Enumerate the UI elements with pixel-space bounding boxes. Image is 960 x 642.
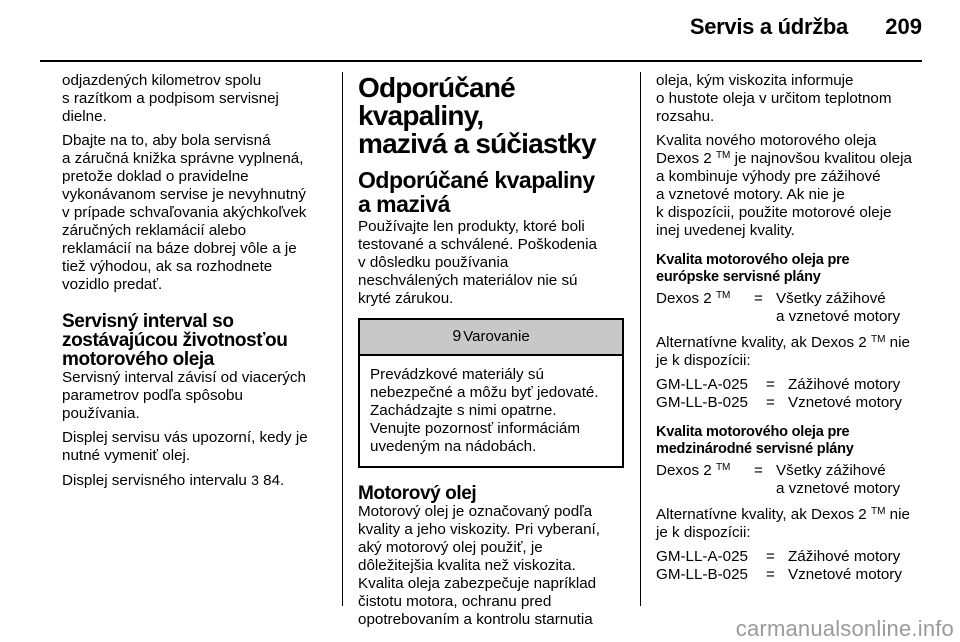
spec-table-eu-alt — [656, 376, 932, 412]
warning-triangle-icon: 9 — [452, 328, 462, 345]
oil-quality-heading-eu: Kvalita motorového oleja pre európske servisné plány — [656, 252, 850, 285]
spec-table-intl-dexos — [656, 462, 932, 498]
trademark: TM — [715, 150, 731, 161]
spec-row: GM-LL-A-025 = Zážihové motory — [656, 376, 901, 393]
paragraph: Dbajte na to, aby bola servisná a záručná knižka správne vyplnená, pretože doklad o pravidelne vykonávanom servise je nevyhnutný v prípade schvaľovania akýchkoľvek záručných reklamácií alebo reklamácií na báze dobrej vôle a je tiež výhodou, ak sa rozhodnete vozidlo predať. — [62, 132, 307, 293]
column-1 — [62, 72, 330, 496]
column-2 — [358, 72, 626, 635]
paragraph: oleja, kým viskozita informuje o hustote oleja v určitom teplotnom rozsahu. — [656, 72, 892, 125]
column-3 — [656, 72, 932, 592]
warning-box — [358, 318, 624, 468]
page-reference-icon: 3 — [251, 472, 259, 488]
paragraph: Displej servisného intervalu 3 84. — [62, 472, 285, 489]
spec-row: GM-LL-B-025 = Vznetové motory — [656, 566, 902, 583]
paragraph: Kvalita nového motorového oleja Dexos 2 ™ je najnovšou kvalitou oleja a kombinuje výhody pre zážihové a vznetové motory. Ak nie je k dispozícii, použite motorové oleje inej uvedenej kvality. — [656, 132, 912, 239]
spec-row: GM-LL-B-025 = Vznetové motory — [656, 394, 902, 411]
chapter-title: Odporúčané kvapaliny, mazivá a súčiastky — [358, 72, 596, 159]
header-rule — [40, 60, 922, 62]
oil-quality-heading-intl: Kvalita motorového oleja pre medzinárodné servisné plány — [656, 424, 854, 457]
subchapter-title: Odporúčané kvapaliny a mazivá — [358, 167, 595, 217]
warning-title: Varovanie — [463, 328, 530, 345]
warning-header — [360, 320, 622, 356]
page-header — [0, 0, 960, 62]
watermark: carmanualsonline.info — [735, 616, 954, 641]
column-divider-2 — [640, 72, 641, 606]
warning-body: Prevádzkové materiály sú nebezpečné a môžu byť jedovaté. Zachádzajte s nimi opatrne. Venujte pozornosť informáciám uvedeným na nádobách. — [370, 366, 599, 455]
section-heading: Motorový olej — [358, 483, 477, 504]
spec-row: Dexos 2 ™ = Všetky zážihové a vznetové motory — [656, 462, 901, 497]
paragraph: Používajte len produkty, ktoré boli testované a schválené. Poškodenia v dôsledku používania neschválených materiálov nie sú kryté zárukou. — [358, 218, 597, 307]
paragraph: odjazdených kilometrov spolu s razítkom a podpisom servisnej dielne. — [62, 72, 279, 125]
spec-table-eu-dexos — [656, 290, 932, 326]
column-divider-1 — [342, 72, 343, 606]
page-number: 209 — [885, 14, 922, 39]
spec-row: Dexos 2 ™ = Všetky zážihové a vznetové motory — [656, 290, 901, 325]
paragraph: Alternatívne kvality, ak Dexos 2 ™ nie je k dispozícii: — [656, 334, 910, 369]
page-reference-link[interactable]: 84. — [263, 472, 285, 489]
spec-row: GM-LL-A-025 = Zážihové motory — [656, 548, 901, 565]
paragraph: Servisný interval závisí od viacerých parametrov podľa spôsobu používania. — [62, 369, 306, 422]
section-title: Servis a údržba — [689, 14, 848, 39]
paragraph: Alternatívne kvality, ak Dexos 2 ™ nie je k dispozícii: — [656, 506, 910, 541]
section-heading: Servisný interval so zostávajúcou životnosťou motorového oleja — [62, 311, 288, 370]
paragraph: Displej servisu vás upozorní, kedy je nutné vymeniť olej. — [62, 429, 308, 464]
paragraph: Motorový olej je označovaný podľa kvality a jeho viskozity. Pri vyberaní, aký motorový olej použiť, je dôležitejšia kvalita než viskozita. Kvalita oleja zabezpečuje napríklad čistotu motora, ochranu pred opotrebovaním a kontrolu starnutia — [358, 503, 600, 628]
spec-table-intl-alt — [656, 548, 932, 584]
